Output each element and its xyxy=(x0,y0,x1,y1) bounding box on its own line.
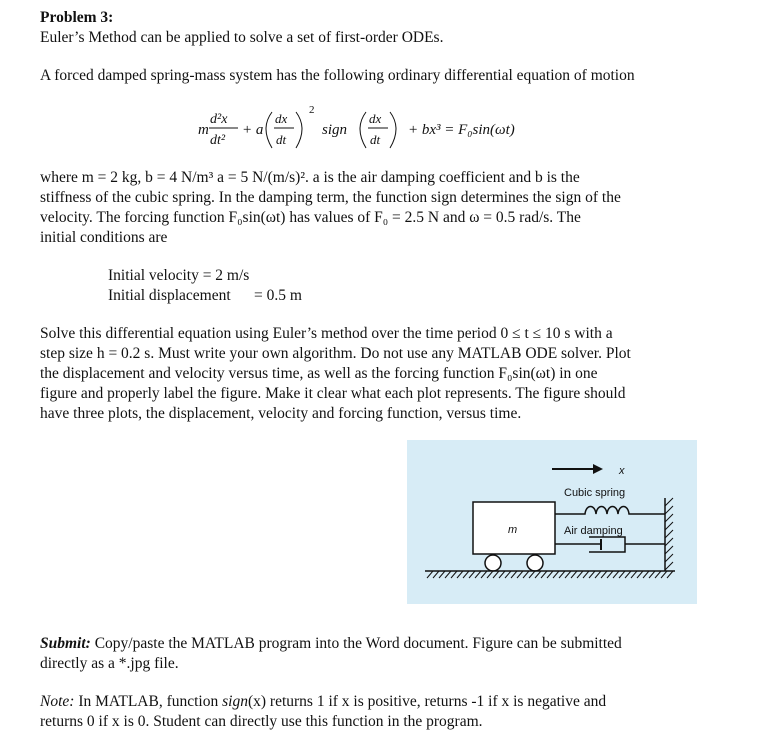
spring-mass-figure xyxy=(407,440,697,604)
eq-dx-1: dx xyxy=(275,111,288,126)
x-label: x xyxy=(619,465,625,477)
note-text-1a: In MATLAB, function xyxy=(74,693,223,710)
eq-dt-2: dt xyxy=(370,132,381,147)
eq-dt2: dt² xyxy=(210,133,226,148)
instructions-line-2: step size h = 0.2 s. Must write your own algorithm. Do not use any MATLAB ODE solver. Plot xyxy=(40,345,631,362)
damping-label: Air damping xyxy=(564,525,623,537)
eq-rhs: + bx³ = F₀sin(ωt) xyxy=(408,122,515,138)
eq-sign: sign xyxy=(322,122,348,138)
intro-text: Euler’s Method can be applied to solve a set of first-order ODEs. xyxy=(40,29,444,46)
note-text-1b: (x) returns 1 if x is positive, returns -1 if x is negative and xyxy=(247,693,607,710)
instructions-line-3: the displacement and velocity versus time, as well as the forcing function F₀sin(ωt) in one xyxy=(40,365,598,382)
spring-label: Cubic spring xyxy=(564,487,626,499)
eq-dt-1: dt xyxy=(276,132,287,147)
instructions-line-5: have three plots, the displacement, velocity and forcing function, versus time. xyxy=(40,405,522,422)
submit-label: Submit: xyxy=(40,635,91,652)
cubic-spring xyxy=(555,507,665,515)
instructions-line-1: Solve this differential equation using Euler’s method over the time period 0 ≤ t ≤ 10 s with a xyxy=(40,325,613,342)
submit-line-1 xyxy=(40,634,622,653)
submit-line-2: directly as a *.jpg file. xyxy=(40,655,179,672)
eq-mass: m xyxy=(198,122,209,138)
eq-plus-a: + a xyxy=(242,122,264,138)
eq-exponent: 2 xyxy=(309,104,315,116)
instructions-line-4: figure and properly label the figure. Make it clear what each plot represents. The figure should xyxy=(40,385,626,402)
params-line-1: where m = 2 kg, b = 4 N/m³ a = 5 N/(m/s)². a is the air damping coefficient and b is the xyxy=(40,169,580,186)
initial-displacement-value: = 0.5 m xyxy=(254,287,302,304)
note-func: sign xyxy=(222,693,248,710)
ground-hatch xyxy=(427,571,673,578)
params-line-4: initial conditions are xyxy=(40,229,168,246)
x-arrow-head xyxy=(593,464,603,474)
initial-velocity: Initial velocity = 2 m/s xyxy=(108,267,250,284)
equation-of-motion xyxy=(196,104,576,152)
wheel-right xyxy=(527,555,543,571)
note-label: Note: xyxy=(40,693,75,710)
eq-paren-left-2 xyxy=(360,112,366,148)
submit-text-1: Copy/paste the MATLAB program into the Word document. Figure can be submitted xyxy=(90,635,622,652)
problem-title: Problem 3: xyxy=(40,9,114,26)
wheel-left xyxy=(485,555,501,571)
params-line-3: velocity. The forcing function F₀sin(ωt) has values of F₀ = 2.5 N and ω = 0.5 rad/s. The xyxy=(40,209,581,226)
system-description: A forced damped spring-mass system has the following ordinary differential equation of motion xyxy=(40,67,635,84)
note-line-1 xyxy=(40,692,606,711)
eq-paren-right-2 xyxy=(390,112,396,148)
params-line-2: stiffness of the cubic spring. In the damping term, the function sign determines the sign of the xyxy=(40,189,621,206)
eq-d2x: d²x xyxy=(210,112,228,127)
initial-displacement-label: Initial displacement xyxy=(108,287,231,304)
note-line-2: returns 0 if x is 0. Student can directly use this function in the program. xyxy=(40,713,483,730)
eq-paren-right-1 xyxy=(296,112,302,148)
spring-mass-diagram xyxy=(407,440,697,604)
wall-hatch xyxy=(665,498,673,570)
eq-dx-2: dx xyxy=(369,111,382,126)
mass-label: m xyxy=(508,524,518,536)
eq-paren-left-1 xyxy=(266,112,272,148)
